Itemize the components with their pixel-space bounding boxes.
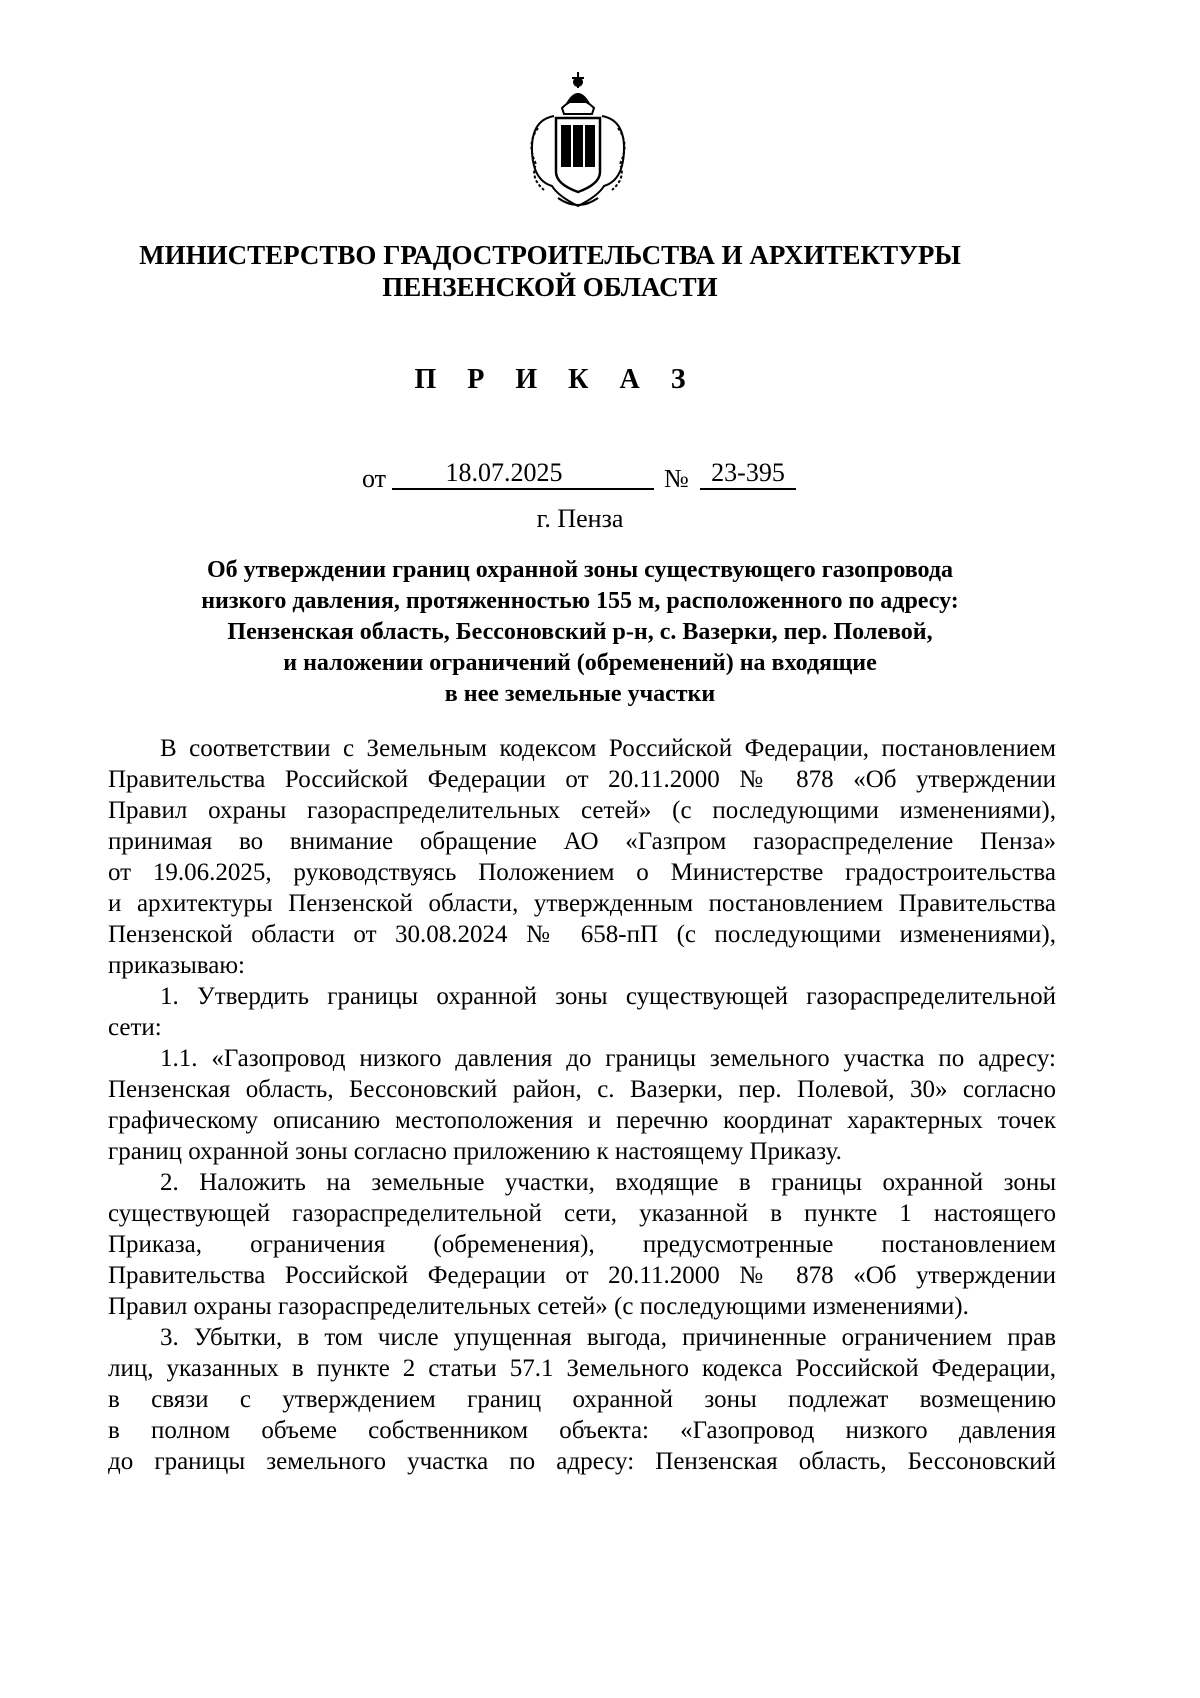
body-line: границ охранной зоны согласно приложению к настоящему Приказу.: [108, 1138, 842, 1165]
body-line: в связи с утверждением границ охранной зоны подлежат возмещению: [108, 1386, 1056, 1413]
body-line: существующей газораспределительной сети, указанной в пункте 1 настоящего: [108, 1200, 1056, 1227]
subject-line: низкого давления, протяженностью 155 м, расположенного по адресу:: [201, 588, 959, 614]
order-date: 18.07.2025: [445, 458, 563, 487]
body-line: Правил охраны газораспределительных сетей» (с последующими изменениями).: [108, 1293, 969, 1320]
body-line: до границы земельного участка по адресу: Пензенская область, Бессоновский: [108, 1448, 1056, 1475]
body-line: В соответствии с Земельным кодексом Российской Федерации, постановлением: [160, 735, 1056, 762]
body-line: от 19.06.2025, руководствуясь Положением о Министерстве градостроительства: [108, 859, 1056, 886]
ministry-name-line1: МИНИСТЕРСТВО ГРАДОСТРОИТЕЛЬСТВА И АРХИТЕКТУРЫ: [139, 240, 961, 270]
body-line: 2. Наложить на земельные участки, входящие в границы охранной зоны: [160, 1169, 1056, 1196]
date-underline: [392, 488, 654, 490]
subject-line: Пензенская область, Бессоновский р-н, с. Вазерки, пер. Полевой,: [227, 619, 933, 645]
ministry-name-line2: ПЕНЗЕНСКОЙ ОБЛАСТИ: [382, 272, 718, 302]
order-number: 23-395: [711, 458, 785, 487]
body-line: приказываю:: [108, 952, 245, 979]
body-line: принимая во внимание обращение АО «Газпром газораспределение Пенза»: [108, 828, 1056, 855]
body-line: 1.1. «Газопровод низкого давления до границы земельного участка по адресу:: [160, 1045, 1056, 1072]
body-line: Правительства Российской Федерации от 20.11.2000 № 878 «Об утверждении: [108, 1262, 1056, 1289]
subject-line: и наложении ограничений (обременений) на входящие: [283, 650, 877, 676]
body-line: лиц, указанных в пункте 2 статьи 57.1 Земельного кодекса Российской Федерации,: [108, 1355, 1056, 1382]
body-line: и архитектуры Пензенской области, утвержденным постановлением Правительства: [108, 890, 1056, 917]
body-line: графическому описанию местоположения и перечню координат характерных точек: [108, 1107, 1056, 1134]
subject-line: в нее земельные участки: [444, 681, 716, 707]
body-line: Приказа, ограничения (обременения), предусмотренные постановлением: [108, 1231, 1056, 1258]
body-line: сети:: [108, 1014, 162, 1041]
body-line: Правительства Российской Федерации от 20.11.2000 № 878 «Об утверждении: [108, 766, 1056, 793]
subject-line: Об утверждении границ охранной зоны существующего газопровода: [206, 557, 954, 583]
document-type-title: П Р И К А З: [414, 364, 698, 395]
number-label: №: [664, 464, 689, 493]
city-name: г. Пенза: [536, 504, 624, 533]
body-line: 3. Убытки, в том числе упущенная выгода, причиненные ограничением прав: [160, 1324, 1056, 1351]
body-line: в полном объеме собственником объекта: «Газопровод низкого давления: [108, 1417, 1056, 1444]
body-line: Правил охраны газораспределительных сетей» (с последующими изменениями),: [108, 797, 1056, 824]
body-line: Пензенской области от 30.08.2024 № 658-пП (с последующими изменениями),: [108, 921, 1056, 948]
date-label: от: [362, 464, 387, 493]
coat-of-arms-icon: [518, 68, 638, 216]
body-line: 1. Утвердить границы охранной зоны существующей газораспределительной: [160, 983, 1056, 1010]
body-line: Пензенская область, Бессоновский район, с. Вазерки, пер. Полевой, 30» согласно: [108, 1076, 1056, 1103]
number-underline: [700, 488, 796, 490]
